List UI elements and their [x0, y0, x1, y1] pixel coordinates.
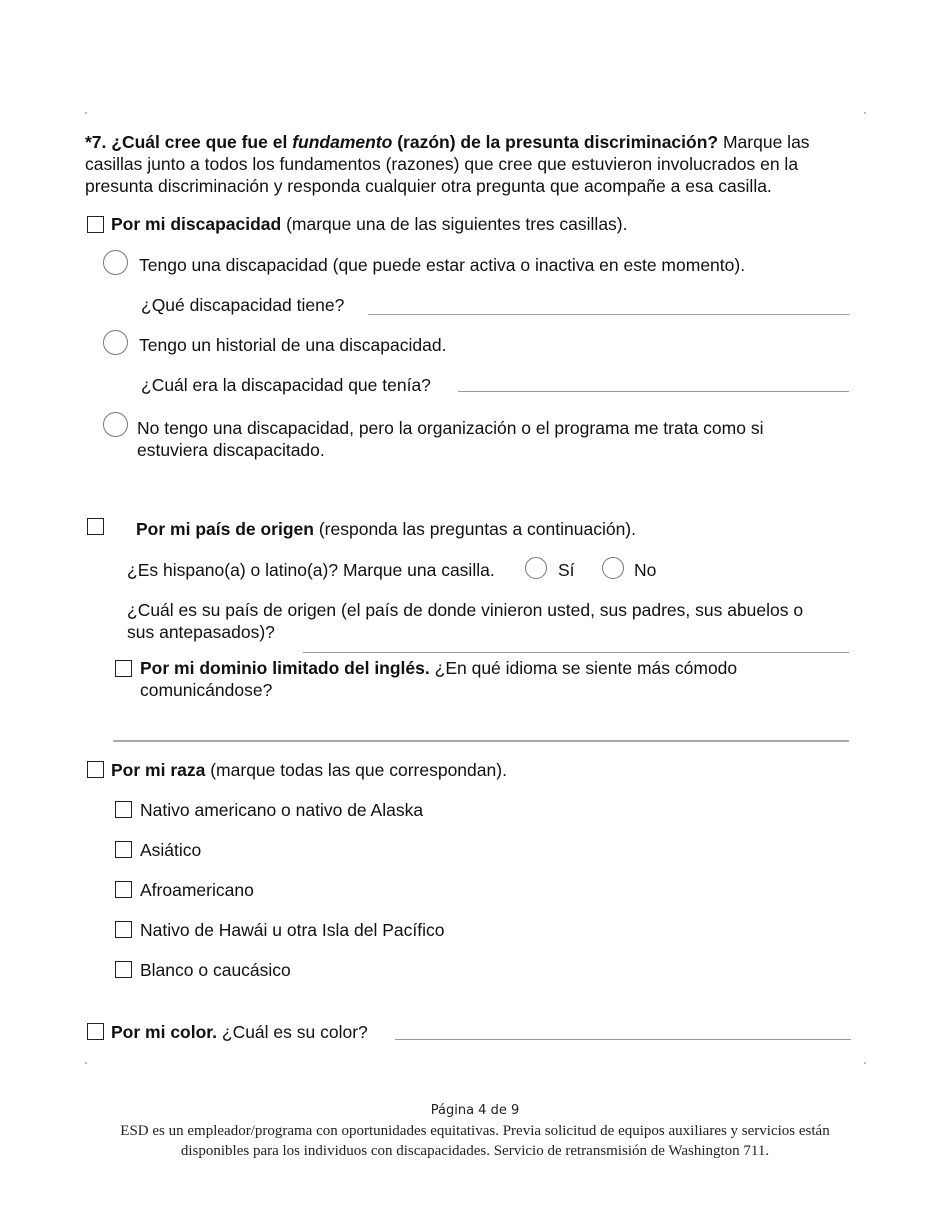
race-option-checkbox[interactable]	[115, 961, 132, 978]
question-bold-post: (razón) de la presunta discriminación?	[397, 132, 719, 152]
disability-q1-input[interactable]	[370, 293, 846, 313]
race-option-checkbox[interactable]	[115, 881, 132, 898]
color-checkbox[interactable]	[87, 1023, 104, 1040]
disability-option-1-radio[interactable]	[103, 250, 128, 275]
hispanic-yes-label: Sí	[558, 560, 575, 580]
disability-option-2-radio[interactable]	[103, 330, 128, 355]
country-question-line1: ¿Cuál es su país de origen (el país de donde vinieron usted, sus padres, sus abuelos o	[127, 600, 804, 620]
race-option-label: Asiático	[140, 840, 202, 860]
hispanic-no-radio[interactable]	[602, 557, 624, 579]
country-line	[303, 652, 849, 653]
footer-line1: ESD es un empleador/programa con oportunidades equitativas. Previa solicitud de equipos auxiliares y servicios están	[120, 1123, 830, 1139]
color-label-rest: ¿Cuál es su color?	[221, 1022, 368, 1042]
disability-q2-label: ¿Cuál era la discapacidad que tenía?	[141, 375, 431, 395]
disability-checkbox[interactable]	[87, 216, 104, 233]
disability-option-3-radio[interactable]	[103, 412, 128, 437]
disability-option-3-line1: No tengo una discapacidad, pero la organización o el programa me trata como si	[137, 418, 764, 438]
english-line	[113, 740, 849, 742]
disability-label-rest: (marque una de las siguientes tres casillas).	[286, 214, 628, 234]
race-option-label: Nativo de Hawái u otra Isla del Pacífico	[140, 920, 445, 940]
disability-option-3-line2: estuviera discapacitado.	[137, 440, 325, 460]
disability-option-2-label: Tengo un historial de una discapacidad.	[139, 335, 447, 355]
question-line2: casillas junto a todos los fundamentos (razones) que cree que estuvieron involucrados en la	[85, 154, 799, 174]
english-label-line2: comunicándose?	[140, 680, 273, 700]
disability-q2-line	[458, 391, 849, 392]
race-label-bold: Por mi raza	[111, 760, 206, 780]
race-label	[111, 759, 507, 781]
footer-notice	[95, 1122, 855, 1161]
hispanic-yes-radio[interactable]	[525, 557, 547, 579]
hispanic-no-label: No	[634, 560, 657, 580]
origin-label-rest: (responda las preguntas a continuación).	[318, 519, 636, 539]
english-input[interactable]	[115, 717, 845, 737]
corner-mark-tl	[85, 112, 87, 114]
origin-label-bold: Por mi país de origen	[136, 519, 314, 539]
disability-q1-line	[368, 314, 849, 315]
english-checkbox[interactable]	[115, 660, 132, 677]
question-header	[85, 131, 875, 197]
origin-checkbox[interactable]	[87, 518, 104, 535]
race-option-label: Nativo americano o nativo de Alaska	[140, 800, 424, 820]
color-line	[395, 1039, 851, 1040]
race-option-checkbox[interactable]	[115, 921, 132, 938]
race-option-label: Blanco o caucásico	[140, 960, 291, 980]
disability-label-bold: Por mi discapacidad	[111, 214, 282, 234]
corner-mark-br	[864, 1062, 866, 1064]
race-option-label: Afroamericano	[140, 880, 254, 900]
race-checkbox[interactable]	[87, 761, 104, 778]
disability-label	[111, 213, 628, 235]
question-rest: Marque las	[722, 132, 810, 152]
country-question-line2: sus antepasados)?	[127, 622, 275, 642]
question-number: *7.	[85, 132, 107, 152]
corner-mark-bl	[85, 1062, 87, 1064]
question-bold-pre: ¿Cuál cree que fue el	[111, 132, 288, 152]
color-label-bold: Por mi color.	[111, 1022, 217, 1042]
hispanic-question: ¿Es hispano(a) o latino(a)? Marque una casilla.	[127, 560, 495, 580]
race-option-checkbox[interactable]	[115, 801, 132, 818]
question-italic: fundamento	[292, 132, 393, 152]
page-number: Página 4 de 9	[430, 1103, 520, 1118]
color-label	[111, 1021, 368, 1043]
english-label-bold: Por mi dominio limitado del inglés.	[140, 658, 430, 678]
disability-option-3-label	[137, 417, 763, 461]
corner-mark-tr	[864, 112, 866, 114]
footer-line2: disponibles para los individuos con discapacidades. Servicio de retransmisión de Washington 711.	[180, 1142, 770, 1159]
origin-label	[136, 518, 636, 540]
english-label	[140, 657, 737, 701]
question-line3: presunta discriminación y responda cualquier otra pregunta que acompañe a esa casilla.	[85, 176, 772, 196]
disability-q1-label: ¿Qué discapacidad tiene?	[141, 295, 345, 315]
disability-option-1-label: Tengo una discapacidad (que puede estar activa o inactiva en este momento).	[139, 255, 746, 275]
color-input[interactable]	[397, 1018, 847, 1038]
country-input[interactable]	[305, 631, 845, 651]
disability-q2-input[interactable]	[460, 370, 846, 390]
race-option-checkbox[interactable]	[115, 841, 132, 858]
race-label-rest: (marque todas las que correspondan).	[210, 760, 507, 780]
english-label-rest: ¿En qué idioma se siente más cómodo	[434, 658, 738, 678]
